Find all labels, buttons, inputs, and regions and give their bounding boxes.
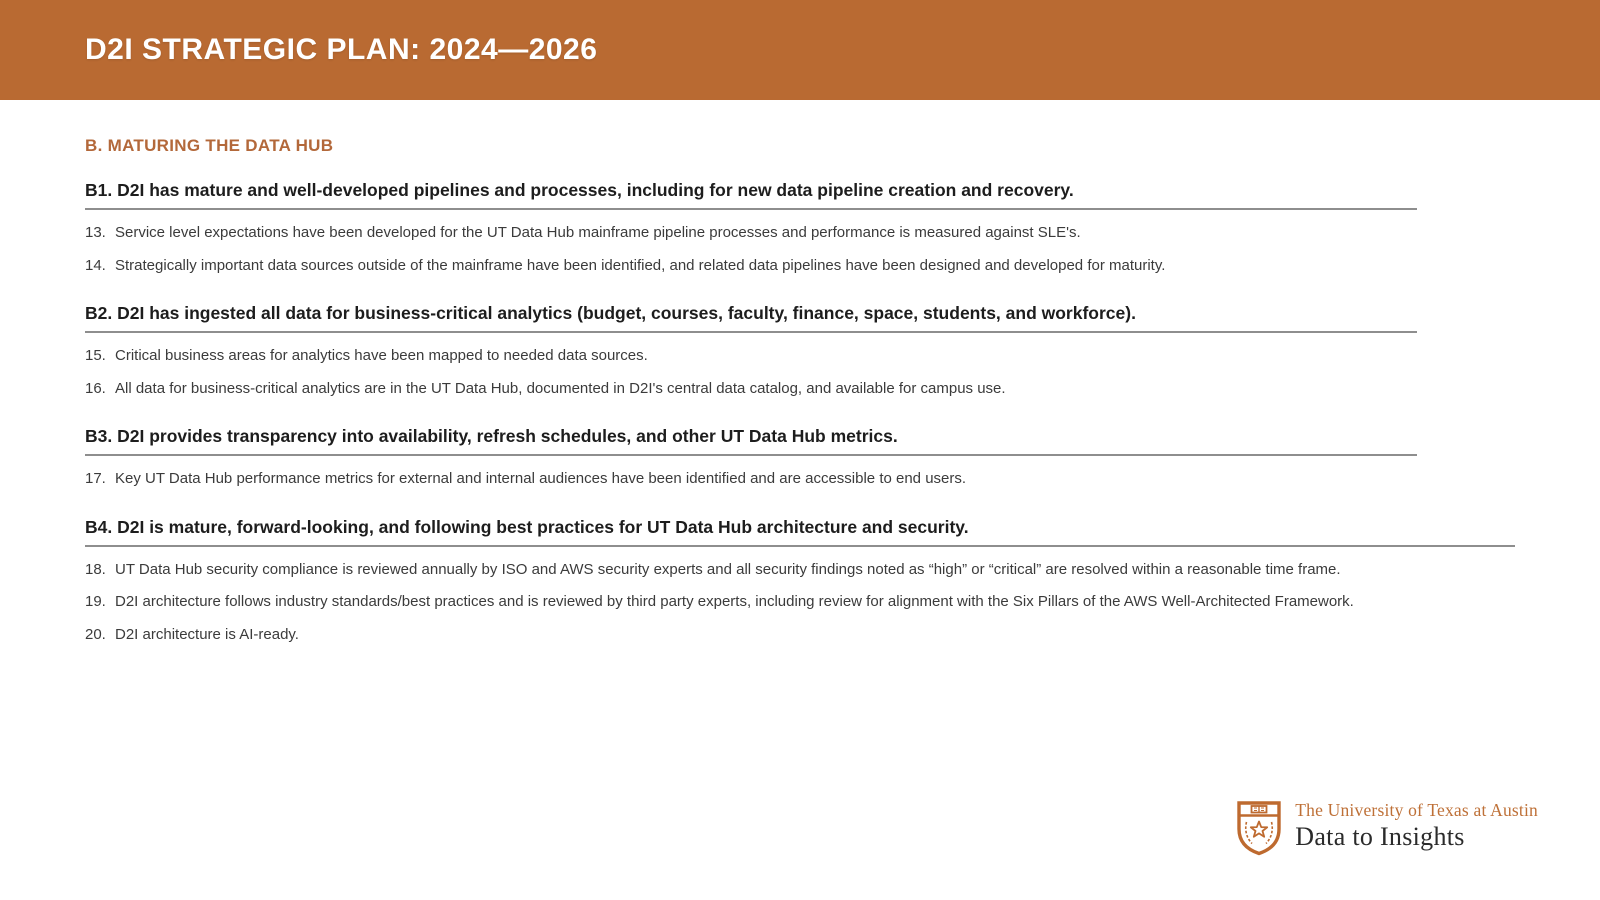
ut-shield-icon: [1236, 800, 1282, 856]
item-text: Strategically important data sources outside of the mainframe have been identified, and related data pipelines have been designed and developed for maturity.: [115, 256, 1166, 274]
item-number: 18.: [85, 560, 106, 578]
logo-text-block: [1295, 800, 1538, 852]
section-label: B. MATURING THE DATA HUB: [85, 136, 334, 155]
list-item: [85, 560, 1515, 580]
goal-section-b1: [85, 180, 1515, 275]
goal-section-b4: [85, 517, 1515, 645]
list-item: [85, 625, 1515, 645]
goal-heading: B1. D2I has mature and well-developed pipelines and processes, including for new data pipeline creation and recovery.: [85, 180, 1417, 210]
item-number: 13.: [85, 224, 106, 241]
item-text: Critical business areas for analytics have been mapped to needed data sources.: [115, 347, 648, 364]
item-text: D2I architecture follows industry standards/best practices and is reviewed by third party experts, including review for alignment with the Six Pillars of the AWS Well-Architected Framework.: [115, 593, 1354, 610]
item-number: 16.: [85, 379, 106, 397]
goal-heading: B3. D2I provides transparency into availability, refresh schedules, and other UT Data Hub metrics.: [85, 426, 1417, 456]
list-item: [85, 346, 1515, 366]
item-text: Service level expectations have been developed for the UT Data Hub mainframe pipeline processes and performance is measured against SLE's.: [115, 224, 1081, 241]
item-number: 14.: [85, 256, 106, 274]
page-title: D2I STRATEGIC PLAN: 2024—2026: [85, 33, 598, 66]
item-number: 17.: [85, 470, 106, 487]
header-bar: [0, 0, 1600, 100]
list-item: [85, 379, 1515, 399]
footer-logo: [1236, 800, 1538, 856]
item-text: UT Data Hub security compliance is reviewed annually by ISO and AWS security experts and all security findings noted as “high” or “critical” are resolved within a reasonable time frame.: [115, 560, 1341, 578]
item-text: All data for business-critical analytics are in the UT Data Hub, documented in D2I's central data catalog, and available for campus use.: [115, 379, 1006, 397]
goal-heading: B4. D2I is mature, forward-looking, and following best practices for UT Data Hub architecture and security.: [85, 517, 1515, 547]
list-item: [85, 469, 1515, 489]
item-number: 20.: [85, 625, 106, 643]
goal-section-b3: [85, 426, 1515, 489]
item-number: 19.: [85, 593, 106, 610]
logo-unit-name: Data to Insights: [1295, 822, 1465, 851]
list-item: [85, 592, 1515, 612]
content-area: [0, 136, 1600, 644]
logo-university-name: The University of Texas at Austin: [1295, 800, 1538, 820]
item-text: Key UT Data Hub performance metrics for external and internal audiences have been identified and are accessible to end users.: [115, 470, 967, 487]
item-text: D2I architecture is AI-ready.: [115, 625, 299, 643]
goal-heading: B2. D2I has ingested all data for business-critical analytics (budget, courses, faculty, finance, space, students, and workforce).: [85, 303, 1417, 333]
list-item: [85, 223, 1515, 243]
list-item: [85, 256, 1515, 276]
item-number: 15.: [85, 347, 106, 364]
goal-section-b2: [85, 303, 1515, 398]
